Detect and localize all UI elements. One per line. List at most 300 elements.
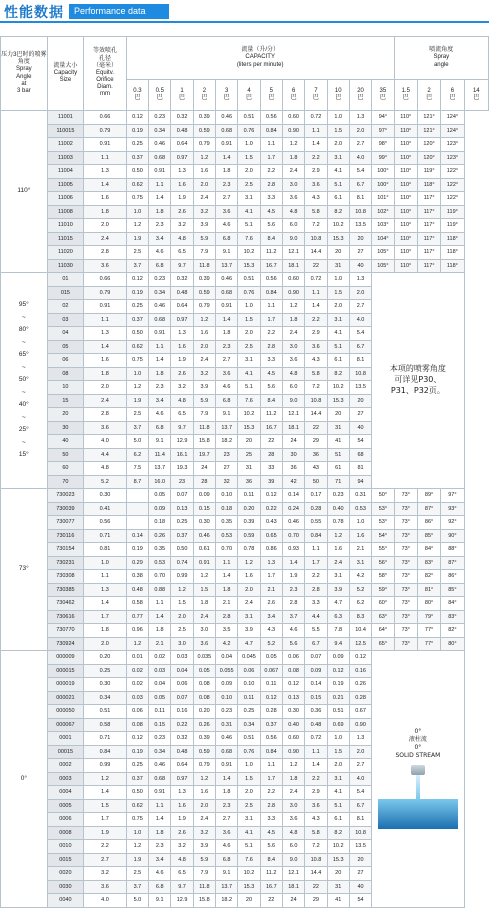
orifice-cell: 1.4	[84, 597, 127, 611]
flow-cell: 3.7	[126, 259, 148, 273]
flow-cell: 1.1	[149, 178, 171, 192]
flow-cell: 0.23	[149, 273, 171, 287]
flow-cell: 3.6	[216, 367, 238, 381]
flow-cell: 29	[305, 435, 327, 449]
flow-cell: 1.4	[216, 313, 238, 327]
flow-cell: 0.07	[305, 651, 327, 665]
flow-cell: 0.72	[305, 273, 327, 287]
flow-cell: 4.8	[282, 205, 304, 219]
flow-cell: 3.6	[282, 813, 304, 827]
flow-cell: 0.37	[171, 529, 193, 543]
flow-cell: 1.4	[149, 354, 171, 368]
flow-cell: 0.03	[171, 651, 193, 665]
orifice-cell: 0.56	[84, 516, 127, 530]
flow-cell: 0.50	[126, 165, 148, 179]
capacity-size-cell: 11010	[47, 219, 84, 233]
flow-cell: 5.9	[193, 394, 215, 408]
flow-cell: 0.72	[305, 111, 327, 125]
flow-cell: 5.1	[327, 178, 349, 192]
pressure-unit: 巴	[426, 95, 433, 101]
flow-cell: 0.75	[126, 354, 148, 368]
flow-cell: 1.6	[171, 340, 193, 354]
flow-cell: 13.5	[349, 381, 371, 395]
angle-value-cell: 73°	[394, 556, 417, 570]
flow-cell: 0.93	[282, 543, 304, 557]
flow-cell: 0.09	[327, 651, 349, 665]
performance-table	[0, 36, 489, 908]
flow-cell: 1.2	[171, 583, 193, 597]
pressure-unit: 巴	[156, 95, 163, 101]
flow-cell: 6.0	[282, 381, 304, 395]
angle-value-cell: 118°	[441, 259, 464, 273]
flow-cell: 3.4	[149, 853, 171, 867]
angle-value-cell: 82°	[417, 570, 440, 584]
flow-cell: 2.6	[171, 205, 193, 219]
angle-pressure-header	[441, 80, 464, 111]
flow-cell: 2.0	[238, 165, 260, 179]
angle-value-cell: 73°	[394, 529, 417, 543]
flow-cell: 6.5	[171, 408, 193, 422]
flow-cell: 2.0	[171, 610, 193, 624]
flow-cell: 1.0	[327, 111, 349, 125]
flow-cell: 0.01	[126, 651, 148, 665]
pressure-header	[171, 80, 193, 111]
angle-value-cell: 73°	[394, 637, 417, 651]
flow-cell: 0.59	[193, 286, 215, 300]
flow-cell: 3.2	[193, 367, 215, 381]
flow-cell: 0.32	[171, 273, 193, 287]
header-line: 3 bar	[16, 87, 31, 94]
flow-cell: 100°	[372, 178, 394, 192]
angle-value-cell: 124°	[441, 124, 464, 138]
orifice-cell: 1.6	[84, 192, 127, 206]
flow-cell: 43	[305, 462, 327, 476]
flow-cell: 3.1	[327, 570, 349, 584]
flow-cell: 3.9	[193, 219, 215, 233]
col-orifice-diam	[84, 37, 127, 111]
angle-value-cell: 122°	[441, 178, 464, 192]
flow-cell: 7.2	[305, 840, 327, 854]
capacity-size-cell: 02	[47, 300, 84, 314]
header-line: 0°	[414, 743, 422, 751]
flow-cell: 4.6	[149, 246, 171, 260]
flow-cell: 1.2	[282, 759, 304, 773]
capacity-size-cell: 0003	[47, 772, 84, 786]
flow-cell: 0.97	[171, 151, 193, 165]
flow-cell: 41	[327, 435, 349, 449]
flow-cell: 3.4	[149, 232, 171, 246]
capacity-size-cell: 000019	[47, 678, 84, 692]
header-line: Spray	[15, 66, 32, 73]
flow-cell: 11.2	[260, 246, 282, 260]
angle-value-cell: 73°	[394, 610, 417, 624]
flow-cell: 1.5	[238, 151, 260, 165]
flow-cell: 0.40	[282, 718, 304, 732]
flow-cell: 0.46	[149, 138, 171, 152]
flow-cell: 3.0	[282, 799, 304, 813]
flow-cell: 2.9	[305, 786, 327, 800]
flow-cell: 2.9	[305, 327, 327, 341]
capacity-size-cell: 15	[47, 394, 84, 408]
flow-cell: 0.16	[349, 664, 371, 678]
flow-cell: 22	[260, 435, 282, 449]
flow-cell: 2.5	[126, 408, 148, 422]
flow-cell: 1.8	[216, 786, 238, 800]
flow-cell: 0.05	[193, 664, 215, 678]
header-line: 25°	[18, 426, 29, 434]
flow-cell: 0.74	[171, 556, 193, 570]
flow-cell: 2.6	[171, 826, 193, 840]
flow-cell: 0.18	[149, 516, 171, 530]
capacity-size-cell: 11008	[47, 205, 84, 219]
flow-cell: 0.11	[149, 705, 171, 719]
angle-value-cell: 79°	[417, 610, 440, 624]
flow-cell: 0.86	[260, 543, 282, 557]
flow-cell: 2.8	[260, 799, 282, 813]
angle-value-cell: 80°	[417, 597, 440, 611]
capacity-size-cell: 05	[47, 340, 84, 354]
flow-cell: 0.26	[349, 678, 371, 692]
angle-value-cell: 83°	[441, 610, 464, 624]
angle-value-cell: 119°	[441, 219, 464, 233]
flow-cell: 2.8	[260, 178, 282, 192]
flow-cell: 0.78	[327, 516, 349, 530]
flow-cell: 2.8	[216, 610, 238, 624]
flow-cell: 0.37	[126, 772, 148, 786]
flow-cell: 0.37	[126, 151, 148, 165]
angle-value-cell: 84°	[417, 543, 440, 557]
flow-cell: 7.9	[193, 246, 215, 260]
flow-cell: 0.11	[238, 691, 260, 705]
angle-value-cell: 73°	[394, 597, 417, 611]
flow-cell: 28	[260, 448, 282, 462]
header-line: Size	[59, 77, 72, 84]
orifice-cell: 1.5	[84, 799, 127, 813]
header-line: 110°	[17, 187, 31, 195]
flow-cell: 2.5	[238, 799, 260, 813]
flow-cell: 2.3	[149, 219, 171, 233]
pressure-unit: 巴	[268, 95, 275, 101]
flow-cell: 0.48	[305, 718, 327, 732]
flow-cell: 6.7	[305, 637, 327, 651]
flow-cell: 15.3	[238, 880, 260, 894]
flow-cell: 1.2	[238, 556, 260, 570]
flow-cell: 103°	[372, 219, 394, 233]
flow-cell: 1.6	[349, 529, 371, 543]
header-line: 流量（升/分）	[241, 47, 279, 54]
flow-cell: 1.1	[149, 340, 171, 354]
flow-cell: 3.5	[216, 624, 238, 638]
capacity-size-cell: 0006	[47, 813, 84, 827]
flow-cell: 0.38	[126, 570, 148, 584]
flow-cell: 10.8	[305, 853, 327, 867]
pressure-header	[372, 80, 394, 111]
flow-cell: 16.1	[171, 448, 193, 462]
pressure-header	[193, 80, 215, 111]
pressure-unit: 巴	[223, 95, 230, 101]
flow-cell: 23	[216, 448, 238, 462]
flow-cell: 8.4	[260, 394, 282, 408]
flow-cell: 99°	[372, 151, 394, 165]
flow-cell: 4.6	[149, 408, 171, 422]
flow-cell: 2.2	[260, 165, 282, 179]
table-row	[1, 232, 489, 246]
header-line: mm	[99, 91, 110, 98]
angle-value-cell: 73°	[394, 624, 417, 638]
angle-value-cell: 110°	[394, 178, 417, 192]
table-row	[1, 273, 489, 287]
flow-cell: 3.9	[193, 381, 215, 395]
flow-cell: 6.0	[282, 219, 304, 233]
flow-cell: 4.8	[171, 394, 193, 408]
flow-cell: 2.9	[305, 165, 327, 179]
flow-cell: 0.79	[193, 300, 215, 314]
flow-cell: 1.1	[305, 745, 327, 759]
flow-cell: 4.3	[305, 192, 327, 206]
capacity-size-cell: 730462	[47, 597, 84, 611]
flow-cell: 0.19	[126, 286, 148, 300]
flow-cell: 11.2	[260, 867, 282, 881]
flow-cell: 0.65	[260, 529, 282, 543]
flow-cell: 0.60	[282, 273, 304, 287]
flow-cell: 11.8	[193, 259, 215, 273]
flow-cell: 104°	[372, 232, 394, 246]
flow-cell: 8.2	[327, 367, 349, 381]
pressure-value: 4	[247, 87, 251, 94]
flow-cell: 0.70	[149, 570, 171, 584]
flow-cell: 0.51	[238, 732, 260, 746]
flow-cell: 1.5	[238, 313, 260, 327]
solid-stream-panel	[372, 651, 464, 908]
flow-cell: 3.6	[216, 826, 238, 840]
flow-cell: 20	[327, 408, 349, 422]
flow-cell: 10.8	[305, 232, 327, 246]
page-title-cn: 性能数据	[4, 5, 64, 21]
angle-value-cell: 87°	[441, 556, 464, 570]
flow-cell: 5.4	[349, 786, 371, 800]
flow-cell: 3.6	[305, 178, 327, 192]
flow-cell: 9.7	[171, 259, 193, 273]
flow-cell: 5.8	[305, 367, 327, 381]
angle-value-cell: 77°	[417, 637, 440, 651]
flow-cell: 1.1	[260, 300, 282, 314]
flow-cell: 3.2	[171, 381, 193, 395]
orifice-cell: 0.71	[84, 529, 127, 543]
header-line: ~	[21, 388, 26, 396]
flow-cell: 3.0	[193, 624, 215, 638]
header-line: Capacity	[53, 69, 78, 76]
pressure-value: 5	[269, 87, 273, 94]
flow-cell: 5.8	[305, 205, 327, 219]
angle-value-cell: 122°	[441, 192, 464, 206]
flow-cell: 1.5	[193, 583, 215, 597]
flow-cell: 0.77	[126, 610, 148, 624]
orifice-cell: 0.25	[84, 664, 127, 678]
flow-cell: 0.46	[282, 516, 304, 530]
flow-cell: 4.1	[238, 826, 260, 840]
header-line: Equitv.	[96, 69, 114, 76]
flow-cell: 54	[349, 435, 371, 449]
flow-cell: 1.5	[327, 745, 349, 759]
flow-cell: 2.5	[238, 178, 260, 192]
orifice-cell: 1.1	[84, 151, 127, 165]
flow-cell: 4.2	[216, 637, 238, 651]
flow-cell: 61	[327, 462, 349, 476]
table-row	[1, 124, 489, 138]
flow-cell: 0.46	[149, 300, 171, 314]
flow-cell: 0.25	[171, 516, 193, 530]
flow-cell: 9.1	[216, 867, 238, 881]
flow-cell: 0.68	[149, 313, 171, 327]
orifice-cell: 2.0	[84, 219, 127, 233]
flow-cell: 6.1	[327, 192, 349, 206]
flow-cell: 9.1	[216, 246, 238, 260]
flow-cell: 81	[349, 462, 371, 476]
flow-cell: 8.1	[349, 813, 371, 827]
angle-value-cell: 88°	[441, 543, 464, 557]
orifice-cell: 2.2	[84, 840, 127, 854]
flow-cell: 0.37	[126, 313, 148, 327]
orifice-cell: 0.34	[84, 691, 127, 705]
flow-cell: 7.8	[327, 624, 349, 638]
flow-cell: 0.08	[126, 718, 148, 732]
orifice-cell: 1.4	[84, 786, 127, 800]
flow-cell: 65°	[372, 637, 394, 651]
flow-cell: 4.1	[327, 786, 349, 800]
flow-cell: 54°	[372, 529, 394, 543]
flow-cell: 4.3	[305, 354, 327, 368]
capacity-size-cell: 11006	[47, 192, 84, 206]
flow-cell: 0.70	[282, 529, 304, 543]
flow-cell: 6.1	[327, 354, 349, 368]
table-row	[1, 219, 489, 233]
flow-cell: 0.34	[149, 745, 171, 759]
flow-cell: 6.8	[216, 853, 238, 867]
flow-cell: 3.6	[305, 340, 327, 354]
angle-value-cell: 81°	[417, 583, 440, 597]
orifice-cell: 1.1	[84, 313, 127, 327]
flow-cell: 1.4	[282, 556, 304, 570]
flow-cell: 0.58	[126, 597, 148, 611]
flow-cell: 41	[327, 894, 349, 908]
flow-cell: 10.8	[305, 394, 327, 408]
orifice-cell: 1.3	[84, 583, 127, 597]
flow-cell: 0.28	[349, 691, 371, 705]
flow-cell: 13.5	[349, 840, 371, 854]
flow-cell: 0.91	[149, 786, 171, 800]
flow-cell: 22	[305, 259, 327, 273]
flow-cell: 1.5	[327, 124, 349, 138]
header-row	[1, 37, 489, 80]
flow-cell: 2.0	[238, 583, 260, 597]
flow-cell: 5.0	[126, 435, 148, 449]
angle-value-cell: 84°	[441, 597, 464, 611]
flow-cell: 0.76	[238, 745, 260, 759]
flow-cell: 31	[327, 259, 349, 273]
capacity-size-cell: 730039	[47, 502, 84, 516]
flow-cell: 0.72	[305, 732, 327, 746]
flow-cell: 0.91	[216, 759, 238, 773]
angle-value-cell: 110°	[394, 246, 417, 260]
flow-cell: 6.8	[216, 232, 238, 246]
angle-value-cell: 117°	[417, 205, 440, 219]
flow-cell: 0.15	[193, 502, 215, 516]
flow-cell: 98°	[372, 138, 394, 152]
flow-cell: 11.4	[149, 448, 171, 462]
orifice-cell: 1.7	[84, 610, 127, 624]
flow-cell: 6.8	[216, 394, 238, 408]
pressure-header	[238, 80, 260, 111]
header-line: at	[21, 80, 27, 87]
flow-cell: 20	[238, 435, 260, 449]
flow-cell: 94°	[372, 111, 394, 125]
flow-cell: 1.8	[282, 151, 304, 165]
flow-cell: 0.91	[149, 165, 171, 179]
capacity-size-cell: 000015	[47, 664, 84, 678]
flow-cell: 14.4	[305, 408, 327, 422]
flow-cell: 1.9	[126, 853, 148, 867]
header-line: P31、P32页。	[390, 385, 445, 395]
flow-cell: 6.5	[171, 246, 193, 260]
angle-value-cell: 110°	[394, 205, 417, 219]
capacity-size-cell: 0020	[47, 867, 84, 881]
flow-cell: 0.12	[260, 691, 282, 705]
flow-cell: 0.25	[126, 759, 148, 773]
pressure-unit: 巴	[312, 95, 319, 101]
angle-value-cell: 118°	[417, 178, 440, 192]
header-line: ~	[21, 438, 26, 446]
flow-cell: 0.22	[171, 718, 193, 732]
flow-cell: 15.3	[238, 421, 260, 435]
flow-cell: 2.7	[216, 192, 238, 206]
flow-cell: 31	[327, 880, 349, 894]
flow-cell: 6.7	[349, 178, 371, 192]
capacity-size-cell: 11005	[47, 178, 84, 192]
capacity-size-cell: 11030	[47, 259, 84, 273]
flow-cell: 1.0	[327, 732, 349, 746]
orifice-cell: 3.2	[84, 867, 127, 881]
spray-angle-note	[372, 273, 464, 489]
flow-cell: 0.70	[216, 543, 238, 557]
flow-cell: 0.035	[193, 651, 215, 665]
flow-cell: 0.29	[126, 556, 148, 570]
flow-cell: 1.3	[349, 732, 371, 746]
capacity-size-cell: 730116	[47, 529, 84, 543]
flow-cell	[126, 516, 148, 530]
flow-cell: 1.9	[126, 394, 148, 408]
capacity-size-cell: 01	[47, 273, 84, 287]
page-title-en: Performance data	[69, 4, 169, 19]
flow-cell: 1.0	[349, 516, 371, 530]
pressure-unit: 巴	[473, 95, 480, 101]
flow-cell: 0.39	[193, 111, 215, 125]
flow-cell: 0.26	[193, 718, 215, 732]
flow-cell: 20	[349, 853, 371, 867]
angle-value-cell: 110°	[394, 232, 417, 246]
flow-cell: 4.6	[149, 867, 171, 881]
flow-cell: 0.19	[327, 678, 349, 692]
flow-cell: 0.53	[216, 529, 238, 543]
header-line: 95°	[18, 301, 29, 309]
flow-cell: 0.59	[193, 124, 215, 138]
flow-cell: 2.1	[349, 543, 371, 557]
flow-cell: 2.7	[216, 813, 238, 827]
orifice-cell: 0.66	[84, 273, 127, 287]
flow-cell: 1.8	[193, 597, 215, 611]
pressure-header	[349, 80, 371, 111]
flow-cell: 13.7	[149, 462, 171, 476]
flow-cell: 0.05	[260, 651, 282, 665]
